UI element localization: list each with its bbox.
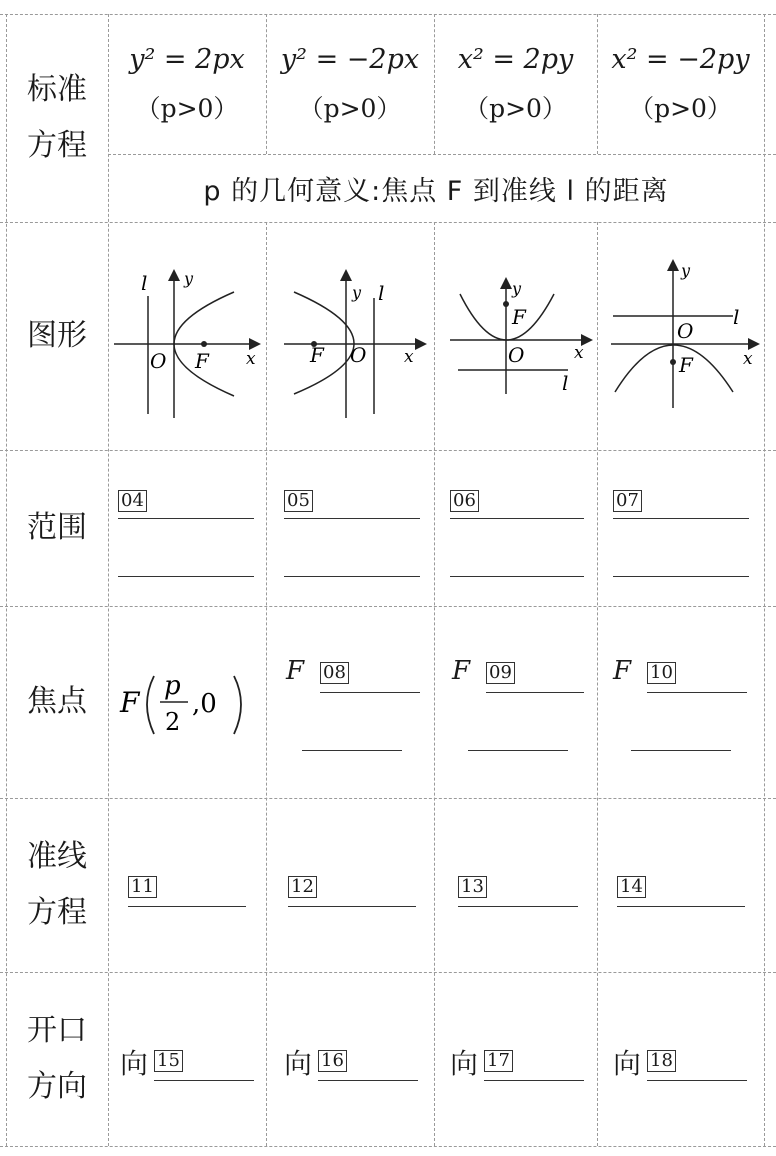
opening-cell-4[interactable] [597, 972, 764, 1146]
label-y: y [681, 261, 691, 280]
answer-box-14: 14 [617, 876, 646, 898]
answer-blank[interactable] [647, 692, 747, 693]
formula-F: F [120, 686, 140, 719]
row-header-opening [6, 972, 108, 1146]
answer-blank[interactable] [486, 692, 584, 693]
directrix-cell-2[interactable] [266, 798, 434, 972]
answer-box-11: 11 [128, 876, 157, 898]
row-header-opening-line2: 方向 [27, 1069, 87, 1104]
row-header-equation-line2: 方程 [27, 128, 87, 163]
label-y: y [512, 279, 522, 298]
answer-blank[interactable] [647, 1080, 747, 1081]
focus-cell-3[interactable] [434, 606, 597, 798]
row-header-directrix-line2: 方程 [27, 895, 87, 930]
answer-box-13: 13 [458, 876, 487, 898]
focus-cell-4[interactable] [597, 606, 764, 798]
answer-blank[interactable] [631, 750, 731, 751]
opening-prefix: 向 [613, 1047, 642, 1080]
opening-cell-3[interactable] [434, 972, 597, 1146]
label-x: x [404, 347, 414, 367]
equation-condition: （p>0） [135, 93, 239, 123]
answer-box-16: 16 [318, 1050, 347, 1072]
focus-cell-2[interactable] [266, 606, 434, 798]
parabola-curve [294, 292, 354, 394]
answer-box-10: 10 [647, 662, 676, 684]
row-header-opening-line1: 开口 [27, 1013, 87, 1048]
range-cell-1[interactable] [108, 450, 266, 606]
row-header-directrix-line1: 准线 [27, 839, 87, 874]
label-F: F [679, 353, 693, 377]
directrix-cell-4[interactable] [597, 798, 764, 972]
label-x: x [743, 349, 753, 369]
answer-box-12: 12 [288, 876, 317, 898]
equation-cell-3 [434, 14, 597, 154]
answer-blank[interactable] [288, 906, 416, 907]
graph-up-opening [434, 222, 597, 450]
answer-box-07: 07 [613, 490, 642, 512]
equation-cell-2 [266, 14, 434, 154]
row-header-graph [6, 222, 108, 450]
answer-blank[interactable] [468, 750, 568, 751]
opening-prefix: 向 [450, 1047, 479, 1080]
answer-blank[interactable] [128, 906, 246, 907]
row-header-range-text: 范围 [27, 510, 87, 545]
answer-blank[interactable] [118, 576, 254, 577]
answer-blank[interactable] [458, 906, 578, 907]
label-O: O [350, 343, 367, 367]
label-l: l [378, 281, 385, 305]
answer-box-04: 04 [118, 490, 147, 512]
p-meaning-cell [108, 154, 764, 222]
focus-prefix-F: F [286, 656, 305, 686]
row-header-graph-text: 图形 [27, 318, 87, 353]
answer-blank[interactable] [302, 750, 402, 751]
opening-prefix: 向 [120, 1047, 149, 1080]
graph-right-opening [108, 222, 266, 450]
answer-blank[interactable] [484, 1080, 584, 1081]
equation-cell-4 [597, 14, 764, 154]
label-F: F [512, 305, 526, 329]
focus-point [503, 301, 509, 307]
directrix-cell-3[interactable] [434, 798, 597, 972]
label-l: l [141, 271, 148, 295]
label-O: O [677, 319, 694, 343]
right-paren [234, 676, 241, 734]
opening-cell-1[interactable] [108, 972, 266, 1146]
answer-blank[interactable] [450, 518, 584, 519]
answer-box-09: 09 [486, 662, 515, 684]
opening-cell-2[interactable] [266, 972, 434, 1146]
label-O: O [150, 349, 167, 373]
focus-cell-given [108, 606, 266, 798]
label-F: F [195, 349, 209, 373]
graph-left-opening [266, 222, 434, 450]
label-x: x [574, 343, 584, 363]
row-header-equation [6, 14, 108, 222]
equation-text: x² = −2py [611, 43, 750, 75]
answer-box-15: 15 [154, 1050, 183, 1072]
parabola-curve [460, 294, 554, 340]
range-cell-4[interactable] [597, 450, 764, 606]
focus-formula [118, 664, 258, 744]
equation-text: y² = −2px [280, 43, 420, 75]
row-header-equation-line1: 标准 [27, 72, 87, 107]
p-meaning-text: p 的几何意义:焦点 F 到准线 l 的距离 [203, 175, 669, 207]
row-header-range [6, 450, 108, 606]
left-paren [147, 676, 154, 734]
equation-condition: （p>0） [464, 93, 567, 123]
directrix-cell-1[interactable] [108, 798, 266, 972]
focus-prefix-F: F [452, 656, 471, 686]
answer-box-05: 05 [284, 490, 313, 512]
label-F: F [310, 343, 324, 367]
answer-blank[interactable] [613, 576, 749, 577]
label-y: y [352, 283, 362, 302]
row-header-focus-text: 焦点 [27, 684, 87, 719]
formula-denominator: 2 [165, 708, 181, 736]
answer-blank[interactable] [284, 518, 420, 519]
answer-blank[interactable] [320, 692, 420, 693]
equation-text: y² = 2px [129, 43, 245, 75]
focus-prefix-F: F [613, 656, 632, 686]
answer-blank[interactable] [450, 576, 584, 577]
row-header-focus [6, 606, 108, 798]
graph-down-opening [597, 222, 764, 450]
opening-prefix: 向 [284, 1047, 313, 1080]
range-cell-2[interactable] [266, 450, 434, 606]
label-O: O [508, 343, 525, 367]
equation-cell-1 [108, 14, 266, 154]
answer-blank[interactable] [318, 1080, 418, 1081]
formula-numerator: p [164, 671, 181, 701]
focus-point [670, 359, 676, 365]
answer-blank[interactable] [154, 1080, 254, 1081]
answer-blank[interactable] [118, 518, 254, 519]
answer-blank[interactable] [284, 576, 420, 577]
formula-tail: ,0 [192, 689, 217, 719]
equation-condition: （p>0） [298, 93, 402, 123]
label-y: y [184, 269, 194, 288]
answer-blank[interactable] [617, 906, 745, 907]
equation-condition: （p>0） [629, 93, 732, 123]
focus-point [201, 341, 207, 347]
answer-box-17: 17 [484, 1050, 513, 1072]
range-cell-3[interactable] [434, 450, 597, 606]
equation-text: x² = 2py [457, 43, 574, 75]
parabola-curve [615, 345, 733, 392]
row-header-directrix [6, 798, 108, 972]
answer-box-18: 18 [647, 1050, 676, 1072]
label-l: l [562, 371, 569, 395]
answer-box-06: 06 [450, 490, 479, 512]
answer-blank[interactable] [613, 518, 749, 519]
answer-box-08: 08 [320, 662, 349, 684]
label-l: l [733, 305, 740, 329]
label-x: x [246, 349, 256, 369]
